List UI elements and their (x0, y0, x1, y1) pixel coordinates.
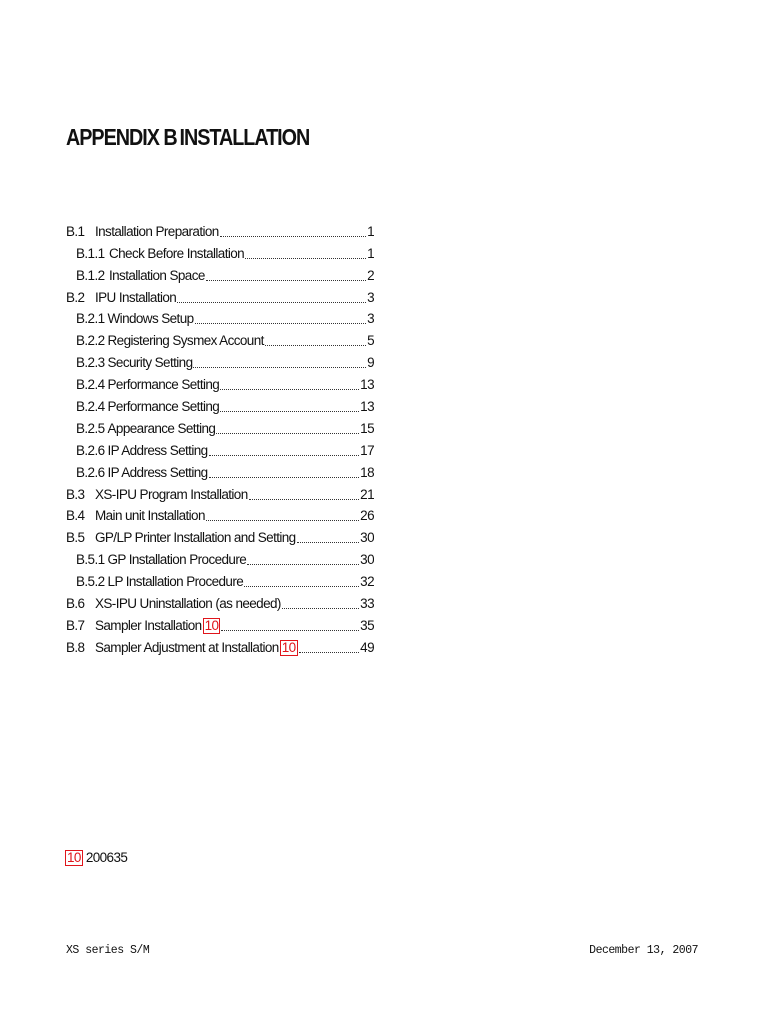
toc-entry-page: 9 (367, 355, 374, 371)
toc-entry-number: B.5.1 (76, 552, 105, 568)
toc-dot-leader (220, 389, 359, 390)
toc-dot-leader (206, 520, 359, 521)
toc-entry-title: IP Address Setting (107, 442, 208, 458)
toc-entry-number: B.7 (66, 617, 85, 633)
toc-entry-page: 15 (360, 420, 374, 436)
toc-entry-page: 5 (367, 333, 374, 349)
toc-entry-number: B.5.2 (76, 574, 105, 590)
toc-entry[interactable] (66, 634, 374, 656)
toc-dot-leader (299, 652, 360, 653)
toc-dot-leader (220, 411, 359, 412)
toc-dot-leader (177, 302, 366, 303)
toc-entry-number: B.2.4 (76, 399, 105, 415)
toc-entry-number: B.2.3 (76, 355, 105, 371)
toc-entry[interactable] (66, 371, 374, 393)
toc-dot-leader (206, 280, 366, 281)
toc-entry-page: 17 (360, 442, 374, 458)
toc-entry-title: XS-IPU Uninstallation (as needed) (95, 596, 281, 612)
toc-entry[interactable] (66, 415, 374, 437)
toc-entry-title: Performance Setting (107, 377, 220, 393)
toc-entry-page: 26 (360, 508, 374, 524)
toc-dot-leader (245, 258, 366, 259)
toc-entry-title: GP Installation Procedure (107, 552, 247, 568)
toc-entry-page: 33 (360, 596, 374, 612)
revision-mark: 10 (204, 617, 219, 633)
toc-entry[interactable] (66, 262, 374, 284)
toc-entry[interactable] (66, 240, 374, 262)
toc-entry-number: B.3 (66, 486, 85, 502)
toc-dot-leader (282, 608, 359, 609)
toc-dot-leader (193, 367, 366, 368)
toc-entry[interactable] (66, 218, 374, 240)
revision-note (65, 850, 127, 866)
table-of-contents (66, 218, 374, 656)
appendix-label: APPENDIX B (66, 124, 177, 150)
toc-entry-page: 3 (367, 311, 374, 327)
toc-entry[interactable] (66, 393, 374, 415)
toc-entry-title: IPU Installation (95, 289, 177, 305)
revision-note-text: 200635 (85, 850, 128, 865)
toc-entry-title: Appearance Setting (107, 420, 216, 436)
toc-entry-page: 13 (360, 377, 374, 393)
toc-dot-leader (220, 236, 366, 237)
toc-entry-number: B.2.5 (76, 420, 105, 436)
toc-entry-title: Installation Preparation (95, 223, 219, 239)
toc-entry-title: GP/LP Printer Installation and Setting (95, 530, 296, 546)
toc-entry-number: B.2.1 (76, 311, 105, 327)
toc-entry-page: 32 (360, 574, 374, 590)
toc-entry-page: 1 (367, 245, 374, 261)
toc-dot-leader (244, 586, 359, 587)
toc-entry[interactable] (66, 503, 374, 525)
footer-date: December 13, 2007 (589, 944, 698, 957)
toc-entry-page: 21 (360, 486, 374, 502)
toc-entry[interactable] (66, 349, 374, 371)
toc-entry-page: 30 (360, 552, 374, 568)
toc-entry-number: B.1 (66, 223, 85, 239)
toc-entry-title: XS-IPU Program Installation (95, 486, 248, 502)
toc-dot-leader (249, 499, 360, 500)
toc-entry[interactable] (66, 612, 374, 634)
toc-dot-leader (247, 564, 359, 565)
toc-entry-title: Sampler Adjustment at Installation (95, 639, 279, 655)
toc-dot-leader (209, 455, 360, 456)
footer-manual-name: XS series S/M (66, 944, 150, 957)
toc-entry-page: 30 (360, 530, 374, 546)
toc-dot-leader (221, 630, 359, 631)
toc-entry-title: LP Installation Procedure (107, 574, 244, 590)
toc-entry-title: Performance Setting (107, 399, 220, 415)
toc-entry-title: Security Setting (107, 355, 193, 371)
toc-entry-page: 3 (367, 289, 374, 305)
appendix-name: INSTALLATION (179, 124, 310, 150)
toc-entry-number: B.2.6 (76, 442, 105, 458)
toc-entry-number: B.1.1 (76, 245, 105, 261)
toc-entry[interactable] (66, 327, 374, 349)
toc-entry[interactable] (66, 459, 374, 481)
toc-entry-title: Sampler Installation (95, 617, 202, 633)
revision-mark: 10 (67, 850, 81, 865)
toc-entry-title: Registering Sysmex Account (107, 333, 264, 349)
toc-entry[interactable] (66, 437, 374, 459)
toc-entry-number: B.4 (66, 508, 85, 524)
toc-dot-leader (216, 433, 359, 434)
toc-entry-number: B.2.4 (76, 377, 105, 393)
toc-entry-number: B.2.2 (76, 333, 105, 349)
toc-entry[interactable] (66, 306, 374, 328)
toc-entry-number: B.5 (66, 530, 85, 546)
toc-entry[interactable] (66, 590, 374, 612)
toc-entry[interactable] (66, 546, 374, 568)
toc-entry[interactable] (66, 284, 374, 306)
toc-entry-title: IP Address Setting (107, 464, 208, 480)
toc-entry-number: B.2 (66, 289, 85, 305)
toc-entry-page: 35 (360, 617, 374, 633)
toc-entry-page: 13 (360, 399, 374, 415)
toc-entry[interactable] (66, 481, 374, 503)
page-title (66, 124, 309, 151)
revision-mark: 10 (281, 639, 296, 655)
toc-entry-number: B.2.6 (76, 464, 105, 480)
toc-entry-title: Installation Space (109, 267, 205, 283)
toc-entry-page: 49 (360, 639, 374, 655)
toc-entry-number: B.6 (66, 596, 85, 612)
toc-entry-page: 1 (367, 223, 374, 239)
toc-entry-number: B.1.2 (76, 267, 105, 283)
toc-dot-leader (195, 323, 367, 324)
toc-dot-leader (297, 542, 360, 543)
toc-entry-number: B.8 (66, 639, 85, 655)
toc-entry[interactable] (66, 568, 374, 590)
toc-dot-leader (265, 345, 366, 346)
toc-entry-title: Check Before Installation (109, 245, 245, 261)
toc-entry[interactable] (66, 524, 374, 546)
toc-entry-page: 18 (360, 464, 374, 480)
toc-entry-title: Windows Setup (107, 311, 194, 327)
toc-dot-leader (209, 477, 360, 478)
toc-entry-page: 2 (367, 267, 374, 283)
toc-entry-title: Main unit Installation (95, 508, 205, 524)
